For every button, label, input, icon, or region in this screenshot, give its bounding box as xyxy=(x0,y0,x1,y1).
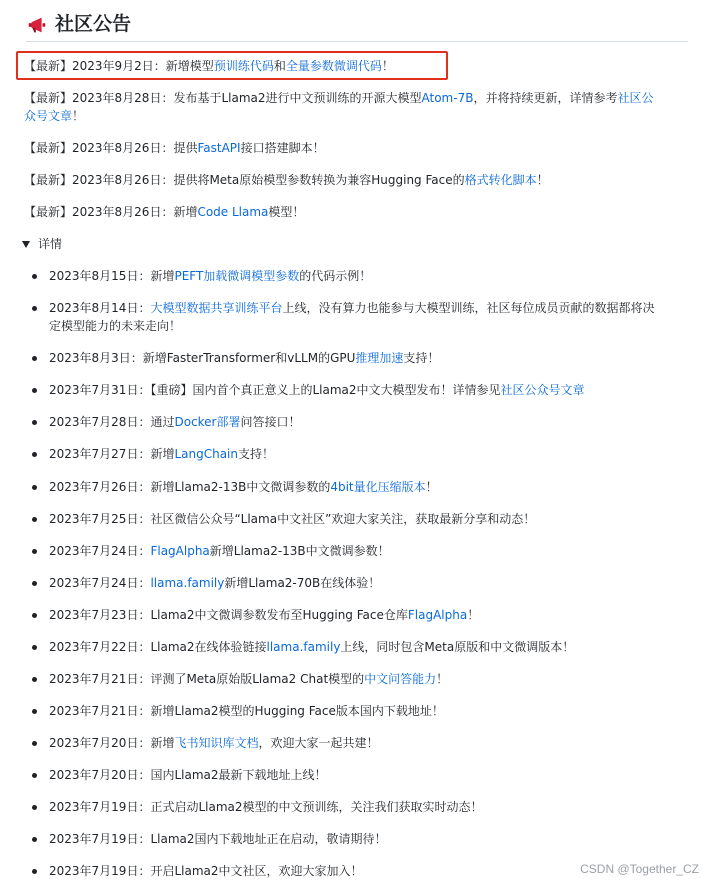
announcement-text: 2023年7月24日： xyxy=(49,544,151,558)
list-item xyxy=(49,798,483,816)
announcement-text: 2023年7月19日：正式启动Llama2模型的中文预训练，关注我们获取实时动态！ xyxy=(49,800,483,814)
announcement-link[interactable]: 预训练代码 xyxy=(213,59,274,73)
announcement-item xyxy=(24,89,653,107)
bullet-icon xyxy=(32,388,37,393)
announcement-link[interactable]: 4bit量化压缩版本 xyxy=(330,480,426,494)
announcement-link[interactable]: 推理加速 xyxy=(355,351,404,365)
list-item xyxy=(49,670,448,688)
bullet-icon xyxy=(32,581,37,586)
announcement-text: 接口搭建脚本！ xyxy=(240,141,325,155)
announcement-link[interactable]: 社区公众号文章 xyxy=(500,383,585,397)
list-item xyxy=(49,510,535,528)
announcement-link[interactable]: 众号文章 xyxy=(24,109,73,123)
announcement-text: 2023年8月14日： xyxy=(49,301,151,315)
list-item xyxy=(49,638,574,656)
announcement-text: 支持！ xyxy=(238,447,275,461)
bullet-icon xyxy=(32,356,37,361)
announcement-link[interactable]: FlagAlpha xyxy=(407,608,468,622)
announcement-text: 2023年7月21日：评测了Meta原始版Llama2 Chat模型的 xyxy=(49,672,365,686)
announcement-text: 新增Llama2-70B在线体验！ xyxy=(224,576,381,590)
list-item xyxy=(49,542,390,560)
announcement-text: 【最新】2023年9月2日：新增模型 xyxy=(24,59,214,73)
page-title: 社区公告 xyxy=(55,13,132,35)
announcement-item xyxy=(24,171,549,189)
announcement-link[interactable]: 飞书知识库文档 xyxy=(174,736,259,750)
announcement-link[interactable]: Code Llama xyxy=(197,205,269,219)
bullet-icon xyxy=(32,645,37,650)
bullet-icon xyxy=(32,274,37,279)
announcement-text: 2023年8月15日：新增 xyxy=(49,269,175,283)
announcement-link[interactable]: PEFT加载微调模型参数 xyxy=(174,269,300,283)
announcement-text: 2023年7月20日：新增 xyxy=(49,736,175,750)
announcement-text: 2023年7月23日：Llama2中文微调参数发布至Hugging Face仓库 xyxy=(49,608,408,622)
announcement-text: 2023年7月26日：新增Llama2-13B中文微调参数的 xyxy=(49,480,331,494)
bullet-icon xyxy=(32,517,37,522)
announcement-item xyxy=(24,57,394,75)
announcement-text: 问答接口！ xyxy=(240,415,301,429)
watermark: CSDN @Together_CZ xyxy=(580,862,699,876)
list-item xyxy=(49,349,439,367)
announcement-text: 上线，同时包含Meta原版和中文微调版本！ xyxy=(340,640,575,654)
announcement-text: 【最新】2023年8月26日：提供 xyxy=(24,141,198,155)
announcement-text: 2023年7月19日：开启Llama2中文社区，欢迎大家加入！ xyxy=(49,864,363,878)
announcement-text: 上线，没有算力也能参与大模型训练，社区每位成员贡献的数据都将决 xyxy=(282,301,655,315)
announcement-text: ！ xyxy=(467,608,480,622)
bullet-icon xyxy=(32,805,37,810)
bullet-icon xyxy=(32,677,37,682)
announcement-text: ！ xyxy=(381,59,394,73)
announcement-text: ，欢迎大家一起共建！ xyxy=(258,736,379,750)
announcement-text: 和 xyxy=(273,59,286,73)
announcement-link[interactable]: FastAPI xyxy=(197,141,241,155)
announcement-text: 2023年7月25日：社区微信公众号“Llama中文社区”欢迎大家关注，获取最新分享和动态！ xyxy=(49,512,536,526)
announcement-link[interactable]: Atom-7B xyxy=(421,91,474,105)
bullet-icon xyxy=(32,452,37,457)
announcement-item xyxy=(24,139,325,157)
bullet-icon xyxy=(32,869,37,874)
list-item xyxy=(49,445,274,463)
section-heading xyxy=(26,11,688,42)
list-item xyxy=(49,702,444,720)
announcement-link[interactable]: LangChain xyxy=(174,447,238,461)
announcement-text: 【最新】2023年8月26日：新增 xyxy=(24,205,198,219)
list-item xyxy=(49,478,438,496)
bullet-icon xyxy=(32,837,37,842)
list-item xyxy=(49,766,327,784)
bullet-icon xyxy=(32,549,37,554)
details-label: 详情 xyxy=(38,237,63,251)
triangle-down-icon xyxy=(22,241,30,248)
list-item xyxy=(49,734,378,752)
announcement-text: 新增Llama2-13B中文微调参数！ xyxy=(209,544,390,558)
bullet-icon xyxy=(32,485,37,490)
bullet-icon xyxy=(32,709,37,714)
announcement-link[interactable]: 社区公 xyxy=(617,91,654,105)
announcement-text: 2023年7月20日：国内Llama2最新下载地址上线！ xyxy=(49,768,327,782)
list-item xyxy=(49,606,479,624)
announcement-link[interactable]: 中文问答能力 xyxy=(364,672,437,686)
announcement-link[interactable]: 格式转化脚本 xyxy=(464,173,537,187)
announcement-link[interactable]: llama.family xyxy=(266,640,341,654)
announcement-text: ！ xyxy=(425,480,438,494)
announcement-link[interactable]: llama.family xyxy=(150,576,225,590)
list-item xyxy=(49,381,585,399)
details-toggle[interactable] xyxy=(22,235,62,253)
announcement-text: 【最新】2023年8月28日：发布基于Llama2进行中文预训练的开源大模型 xyxy=(24,91,422,105)
announcement-link[interactable]: Docker部署 xyxy=(174,415,241,429)
announcement-text: 2023年7月24日： xyxy=(49,576,151,590)
bullet-icon xyxy=(32,741,37,746)
list-item xyxy=(49,862,363,880)
announcement-text: 2023年7月21日：新增Llama2模型的Hugging Face版本国内下载地址！ xyxy=(49,704,444,718)
list-item xyxy=(49,830,387,848)
list-item xyxy=(49,267,371,285)
list-item xyxy=(49,413,301,431)
announcement-text: 2023年8月3日：新增FasterTransformer和vLLM的GPU xyxy=(49,351,356,365)
announcement-link[interactable]: 大模型数据共享训练平台 xyxy=(150,301,283,315)
list-item xyxy=(49,574,380,592)
announcement-text: 2023年7月22日：Llama2在线体验链接 xyxy=(49,640,267,654)
bullet-icon xyxy=(32,306,37,311)
announcement-item-continued xyxy=(24,107,84,125)
list-item-continued xyxy=(49,317,181,335)
bullet-icon xyxy=(32,420,37,425)
megaphone-icon xyxy=(26,14,48,36)
announcement-text: 2023年7月19日：Llama2国内下载地址正在启动，敬请期待！ xyxy=(49,832,387,846)
announcement-text: ！ xyxy=(436,672,449,686)
announcement-text: ！ xyxy=(72,109,85,123)
announcement-text: 【最新】2023年8月26日：提供将Meta原始模型参数转换为兼容Hugging Face的 xyxy=(24,173,465,187)
announcement-text: ！ xyxy=(536,173,549,187)
announcement-text: 2023年7月27日：新增 xyxy=(49,447,175,461)
bullet-icon xyxy=(32,773,37,778)
announcement-link[interactable]: FlagAlpha xyxy=(150,544,210,558)
announcement-text: 的代码示例！ xyxy=(299,269,372,283)
bullet-icon xyxy=(32,613,37,618)
announcement-text: 2023年7月28日：通过 xyxy=(49,415,175,429)
announcement-text: 支持！ xyxy=(403,351,440,365)
announcement-item xyxy=(24,203,304,221)
announcement-text: 定模型能力的未来走向！ xyxy=(49,319,182,333)
announcement-text: 2023年7月31日：【重磅】国内首个真正意义上的Llama2中文大模型发布！详情参见 xyxy=(49,383,501,397)
list-item xyxy=(49,299,654,317)
announcement-link[interactable]: 全量参数微调代码 xyxy=(285,59,382,73)
announcement-text: ，并将持续更新，详情参考 xyxy=(473,91,618,105)
announcement-text: 模型！ xyxy=(268,205,305,219)
